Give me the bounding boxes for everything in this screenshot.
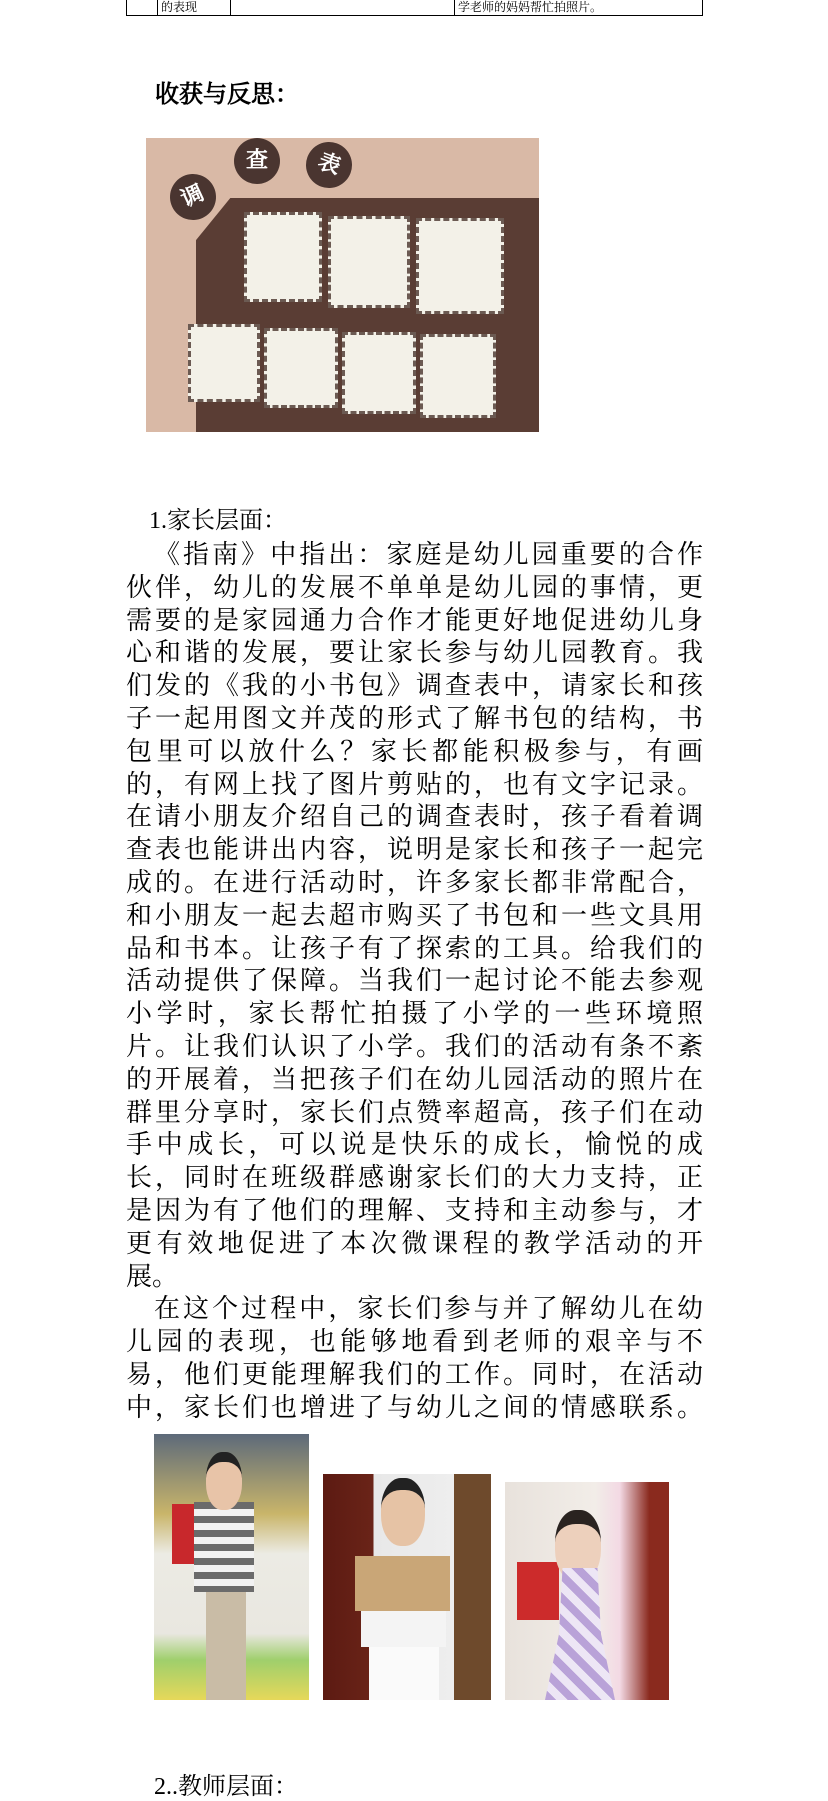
- survey-board-photo: [146, 138, 539, 432]
- board-badge: 调: [162, 166, 223, 227]
- text-line: 小学时，家长帮忙拍摄了小学的一些环境照: [126, 999, 703, 1030]
- survey-card: [328, 216, 410, 308]
- table-divider: [230, 0, 231, 15]
- teacher-section-title: 2..教师层面：: [154, 1774, 298, 1800]
- red-backpack: [517, 1562, 559, 1620]
- child-head: [206, 1452, 242, 1510]
- survey-card: [244, 212, 322, 302]
- pants: [206, 1592, 246, 1700]
- cardboard-backpack: [355, 1556, 450, 1611]
- text-line: 伙伴，幼儿的发展不单单是幼儿园的事情，更: [126, 572, 703, 603]
- text-line: 《指南》中指出：家庭是幼儿园重要的合作: [154, 540, 703, 570]
- text-line: 包里可以放什么？家长都能积极参与，有画: [126, 736, 703, 767]
- text-line: 展。: [126, 1261, 179, 1292]
- table-cell: 的表现: [161, 0, 198, 14]
- board-badge: 表: [300, 138, 359, 194]
- text-line: 品和书本。让孩子有了探索的工具。给我们的: [126, 933, 703, 964]
- survey-card: [420, 334, 496, 418]
- table-divider: [157, 0, 158, 15]
- text-line: 需要的是家园通力合作才能更好地促进幼儿身: [126, 605, 703, 636]
- text-line: 成的。在进行活动时，许多家长都非常配合，: [126, 867, 703, 898]
- section-heading: 收获与反思：: [155, 80, 299, 108]
- child-head: [381, 1478, 425, 1546]
- text-line: 长，同时在班级群感谢家长们的大力支持，正: [126, 1163, 703, 1194]
- board-badge: 查: [234, 138, 280, 184]
- text-line: 心和谐的发展，要让家长参与幼儿园教育。我: [126, 638, 703, 669]
- text-line: 活动提供了保障。当我们一起讨论不能去参观: [126, 966, 703, 997]
- text-line: 易，他们更能理解我们的工作。同时，在活动: [126, 1359, 703, 1390]
- text-line: 是因为有了他们的理解、支持和主动参与，才: [126, 1195, 703, 1226]
- text-line: 和小朋友一起去超市购买了书包和一些文具用: [126, 900, 703, 931]
- text-line: 子一起用图文并茂的形式了解书包的结构，书: [126, 703, 703, 734]
- survey-card: [416, 218, 504, 314]
- parent-section-title: 1.家长层面：: [149, 508, 287, 534]
- survey-card: [188, 324, 260, 402]
- text-line: 的，有网上找了图片剪贴的，也有文字记录。: [126, 769, 703, 800]
- table-cell: 学老师的妈妈帮忙拍照片。: [458, 0, 603, 14]
- text-line: 们发的《我的小书包》调查表中，请家长和孩: [126, 671, 703, 702]
- text-line: 片。让我们认识了小学。我们的活动有条不紊: [126, 1031, 703, 1062]
- striped-shirt: [194, 1502, 254, 1592]
- shirt: [369, 1647, 439, 1700]
- text-line: 在请小朋友介绍自己的调查表时，孩子看着调: [126, 802, 703, 833]
- child-photo-2: [323, 1474, 491, 1700]
- text-line: 群里分享时，家长们点赞率超高，孩子们在动: [126, 1097, 703, 1128]
- parent-paragraph-1: [126, 539, 703, 1425]
- survey-card: [342, 332, 416, 414]
- paper-bag: [361, 1611, 446, 1647]
- child-photo-3: [505, 1482, 669, 1700]
- text-line: 更有效地促进了本次微课程的教学活动的开: [126, 1228, 703, 1259]
- survey-card: [264, 328, 338, 408]
- table-fragment: [126, 0, 703, 16]
- text-line: 儿园的表现，也能够地看到老师的艰辛与不: [126, 1327, 703, 1358]
- text-line: 手中成长，可以说是快乐的成长，愉悦的成: [126, 1130, 703, 1161]
- text-line: 的开展着，当把孩子们在幼儿园活动的照片在: [126, 1064, 703, 1095]
- child-photo-1: [154, 1434, 309, 1700]
- text-line: 查表也能讲出内容，说明是家长和孩子一起完: [126, 835, 703, 866]
- text-line: 在这个过程中，家长们参与并了解幼儿在幼: [154, 1294, 703, 1325]
- text-line: 中，家长们也增进了与幼儿之间的情感联系。: [126, 1392, 703, 1423]
- table-divider: [454, 0, 455, 15]
